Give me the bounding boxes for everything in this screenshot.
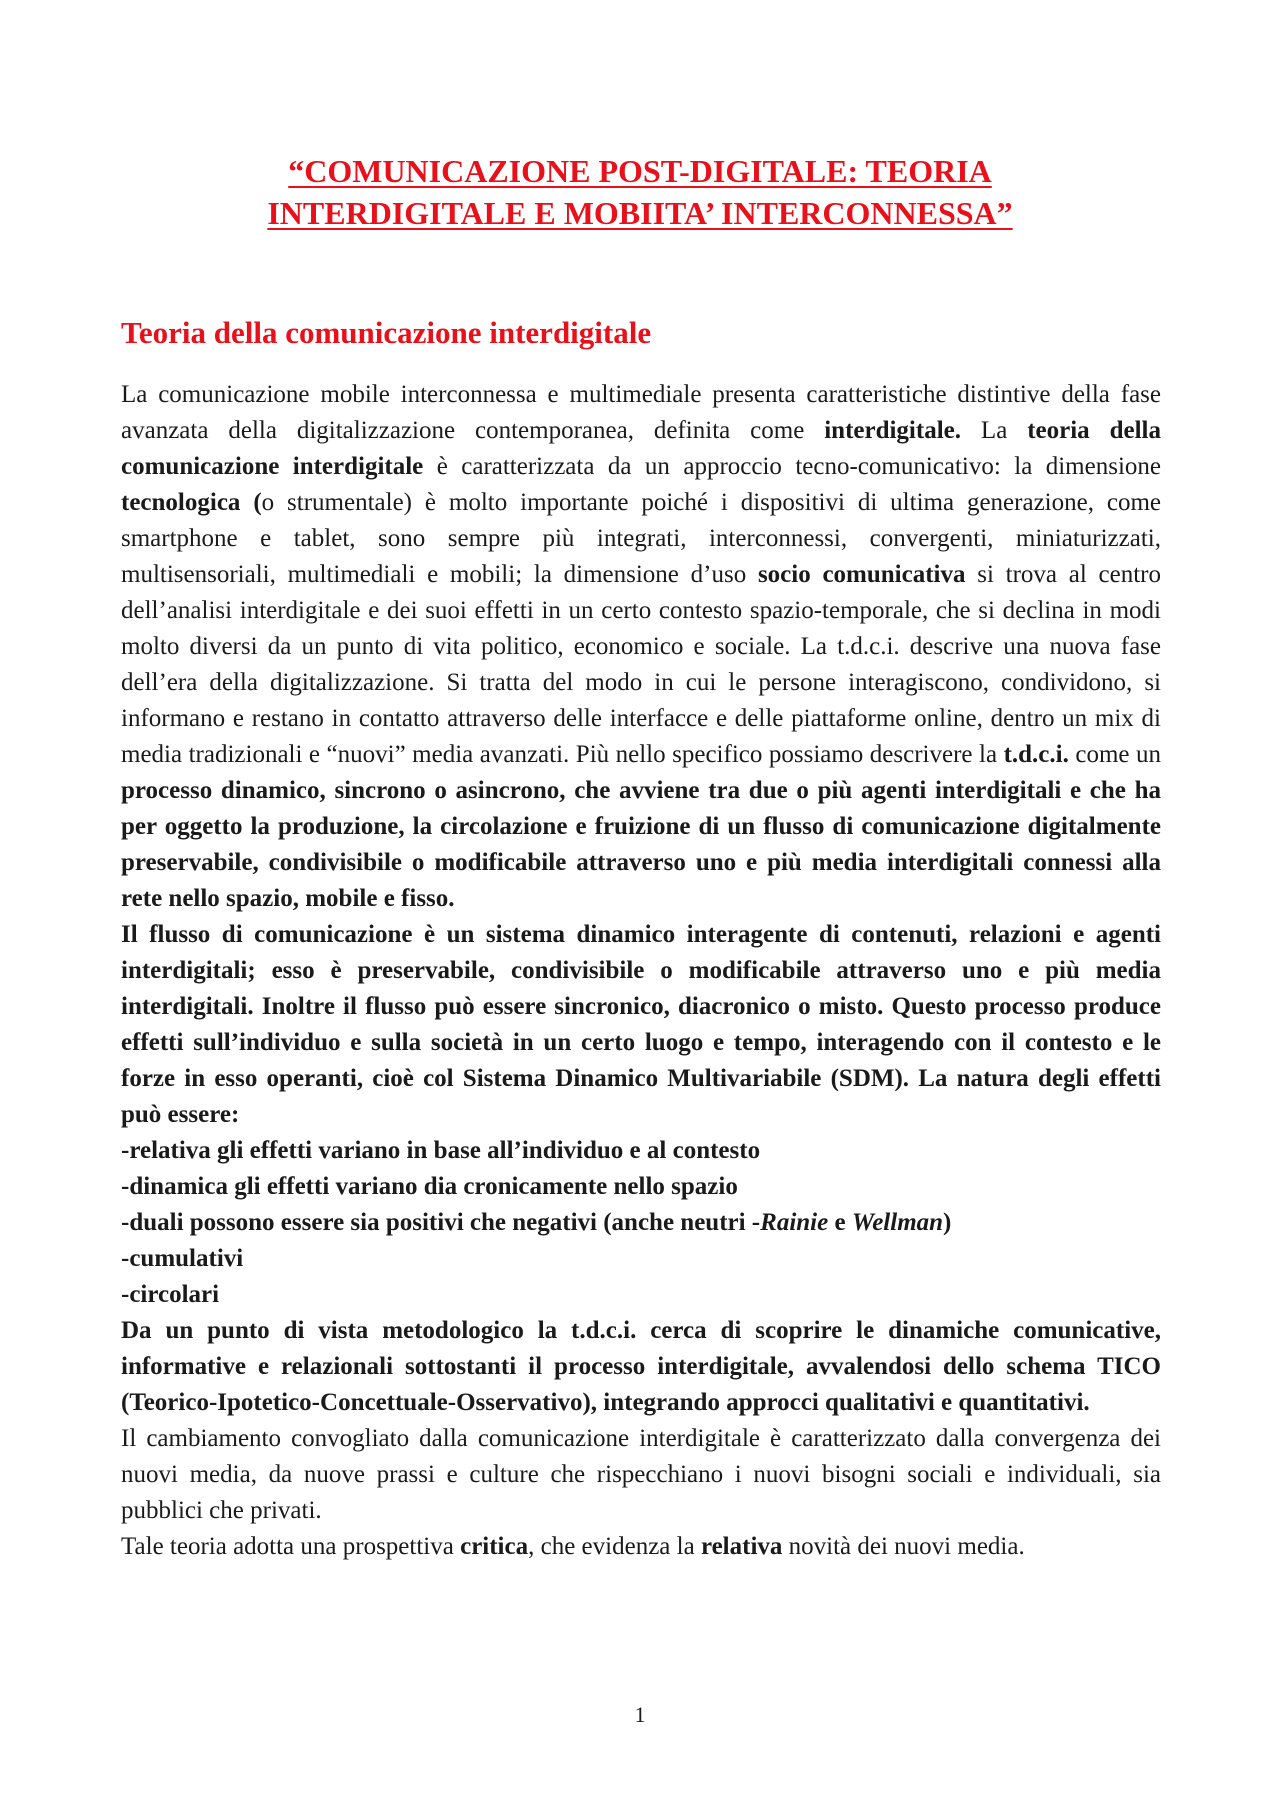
bold-run: t.d.c.i.: [1003, 741, 1069, 768]
paragraph-flow: Il flusso di comunicazione è un sistema dinamico interagente di contenuti, relazioni e agenti interdigitali; esso è preservabile, condivisibile o modificabile attraverso uno e più media interdigitali. Inoltre il flusso può essere sincronico, diacronico o misto. Questo processo produce effetti sull’individuo e sulla società in un certo luogo e tempo, interagendo con il contesto e le forze in esso operanti, cioè col Sistema Dinamico Multivariabile (SDM). La natura degli effetti può essere:: [121, 921, 1161, 1128]
text-run: novità dei nuovi media.: [782, 1533, 1025, 1560]
text-run: Tale teoria adotta una prospettiva: [121, 1533, 461, 1560]
list-item: -dinamica gli effetti variano dia cronicamente nello spazio: [121, 1173, 738, 1200]
text-run: come un: [1068, 741, 1162, 768]
text-run: si trova al centro dell’analisi interdigitale e dei suoi effetti in un certo contesto spazio-temporale, che si declina in modi molto diversi da un punto di vita politico, economico e sociale. La t.d.c.i. descrive una nuova fase dell’era della digitalizzazione. Si tratta del modo in cui le persone interagiscono, condividono, si informano e restano in contatto attraverso delle interfacce e delle piattaforme online, dentro un mix di media tradizionali e “nuovi” media avanzati. Più nello specifico possiamo descrivere la: [121, 561, 1161, 768]
italic-run: Rainie: [760, 1209, 829, 1236]
italic-run: Wellman: [851, 1209, 944, 1236]
section-heading: Teoria della comunicazione interdigitale: [121, 315, 652, 350]
effects-list: [121, 1133, 1161, 1313]
text-run: -duali possono essere sia positivi che negativi (anche neutri -: [121, 1209, 761, 1236]
text-run: o strumentale) è molto importante poiché i dispositivi di ultima generazione, come smartphone e tablet, sono sempre più integrati, interconnessi, convergenti, miniaturizzati, multisensoriali, multimediali e mobili; la dimensione d’uso: [121, 489, 1162, 588]
title-line-2: INTERDIGITALE E MOBIITA’ INTERCONNESSA”: [267, 195, 1013, 231]
paragraph-intro: [121, 377, 1161, 917]
bold-run: critica: [460, 1533, 529, 1560]
list-item: -cumulativi: [121, 1245, 244, 1272]
list-item: -relativa gli effetti variano in base all’individuo e al contesto: [121, 1137, 761, 1164]
paragraph-methodology: Da un punto di vista metodologico la t.d.c.i. cerca di scoprire le dinamiche comunicative, informative e relazionali sottostanti il processo interdigitale, avvalendosi dello schema TICO (Teorico-Ipotetico-Concettuale-Osservativo), integrando approcci qualitativi e quantitativi.: [121, 1317, 1161, 1416]
bold-run: processo dinamico, sincrono o asincrono, che avviene tra due o più agenti interdigitali e che ha per oggetto la produzione, la circolazione e fruizione di un flusso di comunicazione digitalmente preservabile, condivisibile o modificabile attraverso uno e più media interdigitali connessi alla rete nello spazio, mobile e fisso.: [121, 777, 1161, 912]
text-run: ): [943, 1209, 952, 1236]
text-run: , che evidenza la: [528, 1533, 701, 1560]
text-run: La: [961, 417, 1028, 444]
paragraph-critical: [121, 1529, 1161, 1565]
title-line-1: “COMUNICAZIONE POST-DIGITALE: TEORIA: [288, 153, 992, 189]
bold-run: tecnologica (: [121, 489, 262, 516]
bold-run: socio comunicativa: [757, 561, 966, 588]
document-body: [121, 377, 1161, 1565]
bold-run: relativa: [700, 1533, 783, 1560]
text-run: e: [828, 1209, 852, 1236]
list-item: [121, 1205, 1161, 1241]
text-run: La comunicazione mobile interconnessa e multimediale presenta caratteristiche distintive della fase avanzata della digitalizzazione contemporanea, definita come: [121, 381, 1161, 444]
bold-run: teoria della comunicazione interdigitale: [121, 417, 1161, 480]
page-number: 1: [634, 1702, 646, 1727]
paragraph-change: Il cambiamento convogliato dalla comunicazione interdigitale è caratterizzato dalla convergenza dei nuovi media, da nuove prassi e culture che rispecchiano i nuovi bisogni sociali e individuali, sia pubblici che privati.: [121, 1425, 1161, 1524]
bold-run: interdigitale.: [824, 417, 961, 444]
list-item: -circolari: [121, 1281, 220, 1308]
text-run: è caratterizzata da un approccio tecno-comunicativo: la dimensione: [423, 453, 1161, 480]
document-title: [0, 150, 1280, 234]
